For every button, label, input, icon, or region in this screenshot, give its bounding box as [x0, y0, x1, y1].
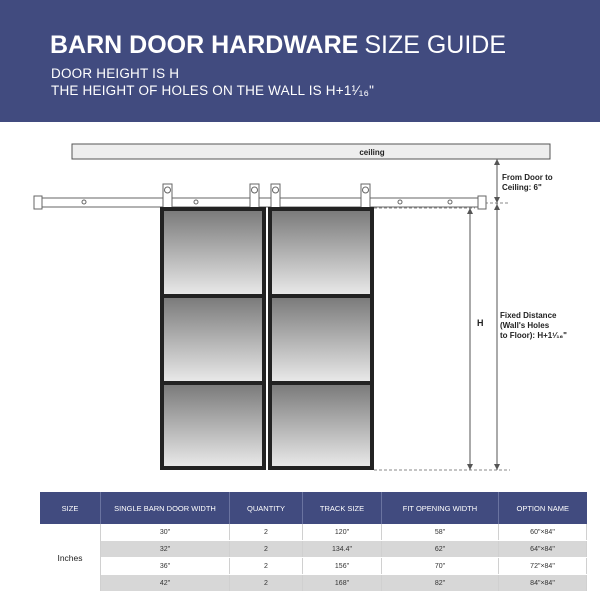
track-cell: 168": [303, 575, 382, 592]
track-bolt: [194, 200, 198, 204]
ceiling-label: ceiling: [359, 148, 385, 157]
roller-wheel: [165, 187, 171, 193]
track-cell: 120": [303, 524, 382, 541]
door-to-ceiling-note: From Door to Ceiling: 6": [502, 173, 553, 192]
arrow-up-icon: [467, 208, 473, 214]
opening-cell: 62": [382, 541, 499, 558]
track-bolt: [82, 200, 86, 204]
option-cell: 72"×84": [499, 558, 587, 575]
width-cell: 42": [101, 575, 230, 592]
option-cell: 60"×84": [499, 524, 587, 541]
track-cell: 134.4": [303, 541, 382, 558]
track-bolt: [398, 200, 402, 204]
table-row: [40, 541, 587, 558]
track-bolt: [448, 200, 452, 204]
left-door: [160, 207, 266, 470]
arrow-down-icon: [494, 197, 500, 203]
table-row: [40, 575, 587, 592]
width-cell: 30": [101, 524, 230, 541]
opening-cell: 58": [382, 524, 499, 541]
quantity-cell: 2: [230, 575, 303, 592]
page-title: [50, 31, 506, 60]
col-header-size: SIZE: [40, 492, 101, 524]
roller-wheel: [252, 187, 258, 193]
track-end-left: [34, 196, 42, 209]
hole-height-note: THE HEIGHT OF HOLES ON THE WALL IS H+1¹⁄₁₆": [51, 83, 375, 98]
table-header-row: [40, 492, 587, 524]
col-header-quantity: QUANTITY: [230, 492, 303, 524]
col-header-width: SINGLE BARN DOOR WIDTH: [101, 492, 230, 524]
title-bold: BARN DOOR HARDWARE: [50, 31, 359, 59]
arrow-up-icon: [494, 204, 500, 210]
title-light: SIZE GUIDE: [364, 31, 507, 59]
header-banner: [0, 0, 600, 122]
col-header-track: TRACK SIZE: [303, 492, 382, 524]
ceiling-bar: [72, 144, 550, 159]
width-cell: 32": [101, 541, 230, 558]
size-table: [40, 492, 587, 592]
fixed-distance-note: Fixed Distance (Wall's Holes to Floor): H+1¹⁄₁₆": [500, 311, 567, 340]
col-header-opening: FIT OPENING WIDTH: [382, 492, 499, 524]
col-header-option: OPTION NAME: [499, 492, 587, 524]
opening-cell: 70": [382, 558, 499, 575]
table-row: [40, 524, 587, 541]
table-row: [40, 558, 587, 575]
quantity-cell: 2: [230, 524, 303, 541]
option-cell: 64"×84": [499, 541, 587, 558]
right-door: [268, 207, 374, 470]
height-label: H: [477, 318, 484, 328]
arrow-down-icon: [494, 464, 500, 470]
quantity-cell: 2: [230, 558, 303, 575]
track-end-right: [478, 196, 486, 209]
roller-wheel: [273, 187, 279, 193]
quantity-cell: 2: [230, 541, 303, 558]
option-cell: 84"×84": [499, 575, 587, 592]
track-rail: [40, 198, 480, 207]
arrow-down-icon: [467, 464, 473, 470]
width-cell: 36": [101, 558, 230, 575]
arrow-up-icon: [494, 159, 500, 165]
size-unit-cell: Inches: [40, 524, 101, 592]
track-cell: 156": [303, 558, 382, 575]
door-height-note: DOOR HEIGHT IS H: [51, 66, 180, 81]
roller-wheel: [363, 187, 369, 193]
opening-cell: 82": [382, 575, 499, 592]
